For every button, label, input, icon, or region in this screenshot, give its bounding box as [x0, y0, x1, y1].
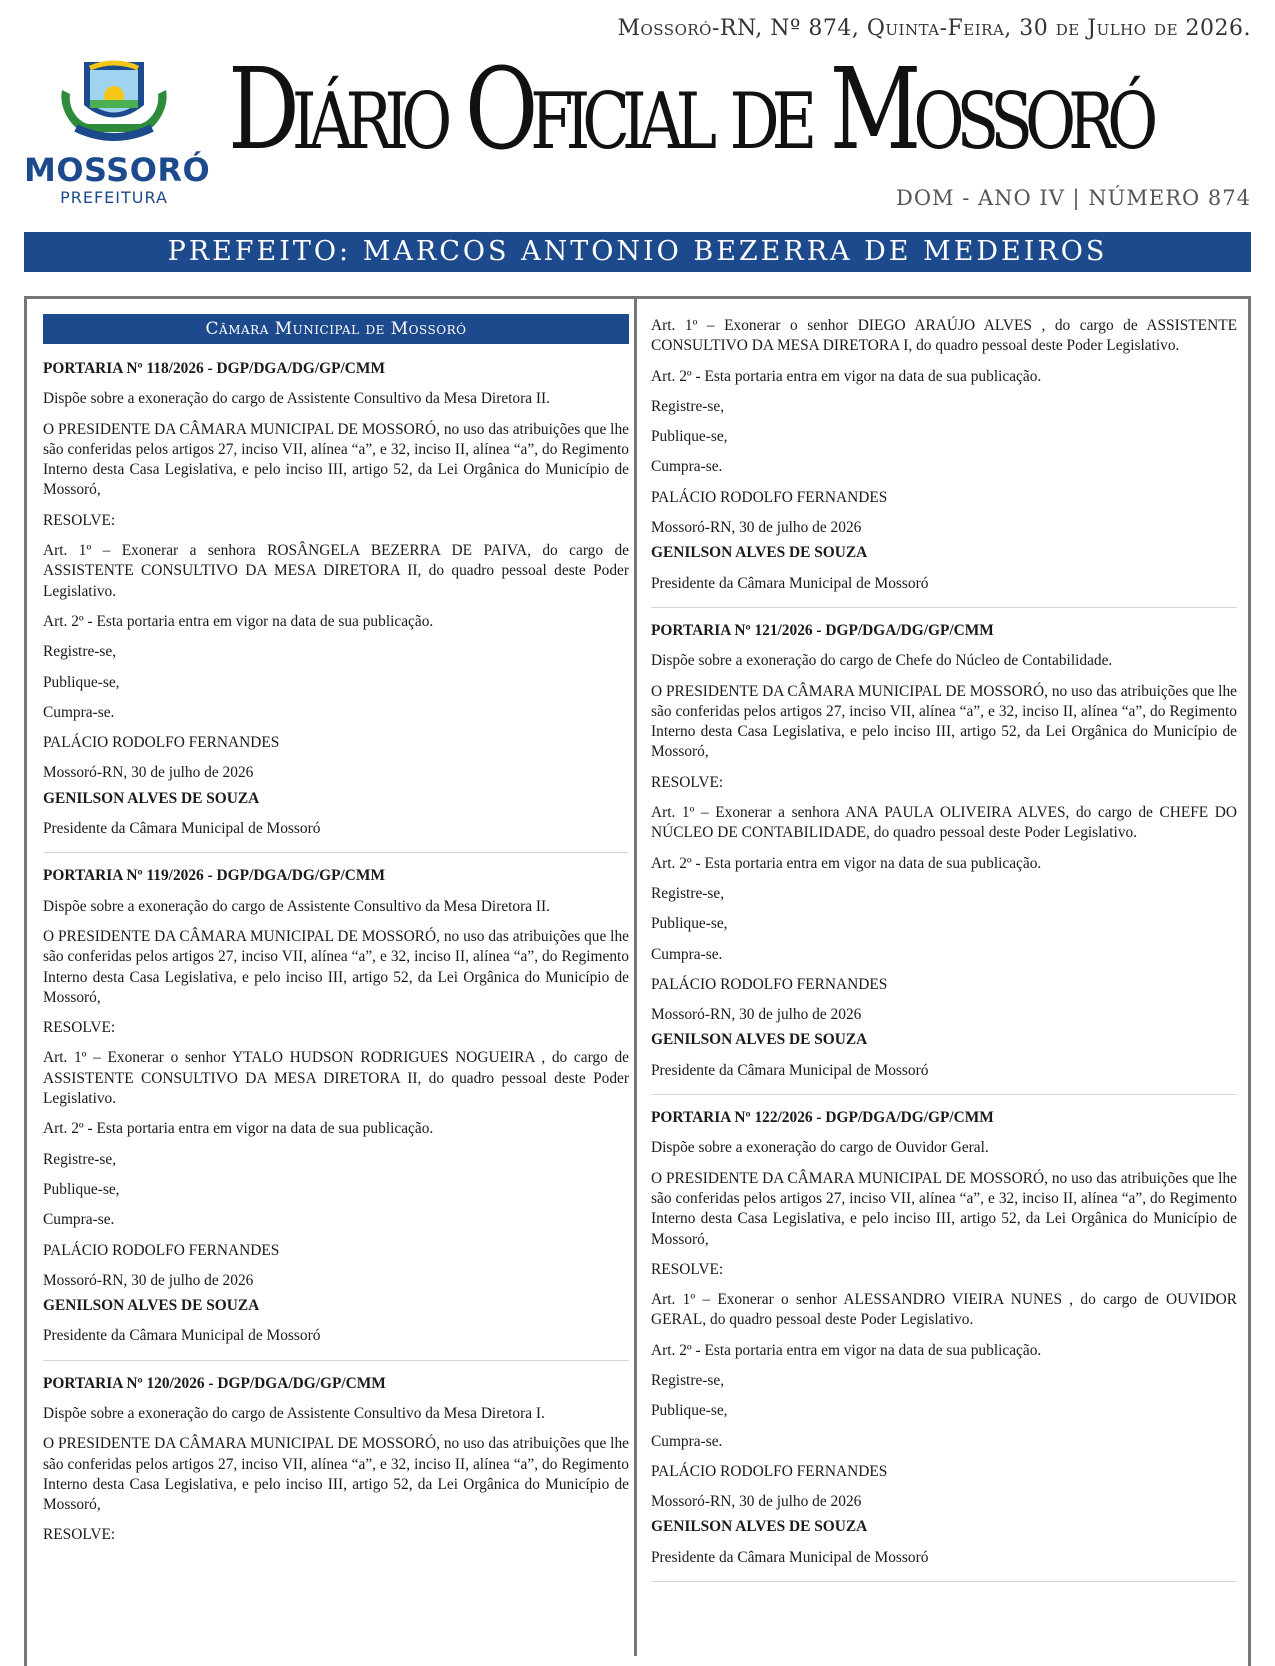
- portaria-art2: Art. 2º - Esta portaria entra em vigor na data de sua publicação.: [651, 854, 1042, 872]
- resolve-label: RESOLVE:: [43, 511, 116, 529]
- cumpra-line: Cumpra-se.: [43, 703, 115, 721]
- signer-role: Presidente da Câmara Municipal de Mossoró: [651, 574, 929, 592]
- portaria-preamble: O PRESIDENTE DA CÂMARA MUNICIPAL DE MOSSORÓ, no uso das atribuições que lhe são conferidas pelos artigos 27, inciso VII, alínea “a”, e 32, inciso II, alínea “a”, do Regimento Interno desta Casa Legislativa, e pelo inciso III, artigo 52, da Lei Orgânica do Município de Mossoró,: [43, 1435, 629, 1514]
- registre-line: Registre-se,: [651, 397, 725, 415]
- cumpra-line: Cumpra-se.: [651, 1432, 723, 1450]
- portaria-summary: Dispõe sobre a exoneração do cargo de Assistente Consultivo da Mesa Diretora II.: [43, 390, 551, 408]
- portaria-art2: Art. 2º - Esta portaria entra em vigor na data de sua publicação.: [651, 367, 1042, 385]
- cumpra-line: Cumpra-se.: [43, 1211, 115, 1229]
- signature-date: Mossoró-RN, 30 de julho de 2026: [651, 1493, 862, 1511]
- signer-name: GENILSON ALVES DE SOUZA: [651, 1518, 868, 1536]
- divider: [651, 607, 1237, 608]
- publique-line: Publique-se,: [43, 673, 120, 691]
- portaria-summary: Dispõe sobre a exoneração do cargo de Ouvidor Geral.: [651, 1139, 989, 1157]
- portaria-preamble: O PRESIDENTE DA CÂMARA MUNICIPAL DE MOSSORÓ, no uso das atribuições que lhe são conferidas pelos artigos 27, inciso VII, alínea “a”, e 32, inciso II, alínea “a”, do Regimento Interno desta Casa Legislativa, e pelo inciso III, artigo 52, da Lei Orgânica do Município de Mossoró,: [43, 927, 629, 1006]
- portaria-preamble: O PRESIDENTE DA CÂMARA MUNICIPAL DE MOSSORÓ, no uso das atribuições que lhe são conferidas pelos artigos 27, inciso VII, alínea “a”, e 32, inciso II, alínea “a”, do Regimento Interno desta Casa Legislativa, e pelo inciso III, artigo 52, da Lei Orgânica do Município de Mossoró,: [43, 420, 629, 499]
- resolve-label: RESOLVE:: [651, 773, 724, 791]
- portaria-art1: Art. 1º – Exonerar o senhor DIEGO ARAÚJO ALVES , do cargo de ASSISTENTE CONSULTIVO DA MESA DIRETORA I, do quadro pessoal deste Poder Legislativo.: [651, 317, 1237, 355]
- portaria-art2: Art. 2º - Esta portaria entra em vigor na data de sua publicação.: [43, 612, 434, 630]
- publique-line: Publique-se,: [651, 1402, 728, 1420]
- portaria-art1: Art. 1º – Exonerar o senhor ALESSANDRO VIEIRA NUNES , do cargo de OUVIDOR GERAL, do quadro pessoal deste Poder Legislativo.: [651, 1291, 1237, 1329]
- signature-date: Mossoró-RN, 30 de julho de 2026: [651, 519, 862, 537]
- registre-line: Registre-se,: [43, 643, 117, 661]
- column-divider: [634, 296, 637, 1656]
- portaria-preamble: O PRESIDENTE DA CÂMARA MUNICIPAL DE MOSSORÓ, no uso das atribuições que lhe são conferidas pelos artigos 27, inciso VII, alínea “a”, e 32, inciso II, alínea “a”, do Regimento Interno desta Casa Legislativa, e pelo inciso III, artigo 52, da Lei Orgânica do Município de Mossoró,: [651, 1169, 1237, 1248]
- portaria-art2: Art. 2º - Esta portaria entra em vigor na data de sua publicação.: [651, 1341, 1042, 1359]
- edition-line: DOM - ANO IV | NÚMERO 874: [895, 186, 1251, 210]
- masthead: [0, 0, 1275, 280]
- publique-line: Publique-se,: [651, 915, 728, 933]
- divider: [43, 852, 629, 853]
- divider: [43, 1360, 629, 1361]
- portaria-120-continued: [651, 316, 1237, 594]
- cumpra-line: Cumpra-se.: [651, 945, 723, 963]
- issue-line: Mossoró-RN, Nº 874, Quinta-Feira, 30 de Julho de 2026.: [617, 16, 1251, 41]
- portaria-summary: Dispõe sobre a exoneração do cargo de Assistente Consultivo da Mesa Diretora I.: [43, 1404, 545, 1422]
- portaria-title: PORTARIA Nº 118/2026 - DGP/DGA/DG/GP/CMM: [43, 360, 385, 377]
- right-column: [651, 316, 1237, 1595]
- signer-role: Presidente da Câmara Municipal de Mossoró: [43, 1327, 321, 1345]
- signature-date: Mossoró-RN, 30 de julho de 2026: [43, 1271, 254, 1289]
- portaria-title: PORTARIA Nº 121/2026 - DGP/DGA/DG/GP/CMM: [651, 621, 994, 639]
- portaria-121: [651, 621, 1237, 1081]
- signer-name: GENILSON ALVES DE SOUZA: [651, 1031, 868, 1049]
- palacio-line: PALÁCIO RODOLFO FERNANDES: [651, 975, 888, 993]
- signer-name: GENILSON ALVES DE SOUZA: [651, 544, 868, 562]
- signer-name: GENILSON ALVES DE SOUZA: [43, 1297, 260, 1315]
- portaria-title: PORTARIA Nº 119/2026 - DGP/DGA/DG/GP/CMM: [43, 867, 385, 885]
- portaria-122: [651, 1108, 1237, 1568]
- palacio-line: PALÁCIO RODOLFO FERNANDES: [651, 488, 888, 506]
- newspaper-title: Diário Oficial de Mossoró: [228, 45, 1151, 175]
- resolve-label: RESOLVE:: [43, 1526, 116, 1544]
- portaria-art1: Art. 1º – Exonerar a senhora ANA PAULA OLIVEIRA ALVES, do cargo de CHEFE DO NÚCLEO DE CONTABILIDADE, do quadro pessoal deste Poder Legislativo.: [651, 804, 1237, 842]
- prefeitura-logo: [24, 50, 211, 210]
- section-banner: Câmara Municipal de Mossoró: [43, 314, 629, 344]
- coat-of-arms-icon: [54, 50, 174, 145]
- portaria-preamble: O PRESIDENTE DA CÂMARA MUNICIPAL DE MOSSORÓ, no uso das atribuições que lhe são conferidas pelos artigos 27, inciso VII, alínea “a”, e 32, inciso II, alínea “a”, do Regimento Interno desta Casa Legislativa, e pelo inciso III, artigo 52, da Lei Orgânica do Município de Mossoró,: [651, 682, 1237, 761]
- portaria-title: PORTARIA Nº 120/2026 - DGP/DGA/DG/GP/CMM: [43, 1374, 386, 1392]
- registre-line: Registre-se,: [43, 1150, 117, 1168]
- cumpra-line: Cumpra-se.: [651, 458, 723, 476]
- logo-subtitle: PREFEITURA: [60, 188, 168, 207]
- signature-date: Mossoró-RN, 30 de julho de 2026: [651, 1006, 862, 1024]
- mayor-banner: PREFEITO: MARCOS ANTONIO BEZERRA DE MEDEIROS: [24, 232, 1251, 272]
- portaria-art2: Art. 2º - Esta portaria entra em vigor na data de sua publicação.: [43, 1120, 434, 1138]
- left-column: [43, 314, 629, 1556]
- palacio-line: PALÁCIO RODOLFO FERNANDES: [651, 1462, 888, 1480]
- palacio-line: PALÁCIO RODOLFO FERNANDES: [43, 734, 280, 752]
- portaria-title: PORTARIA Nº 122/2026 - DGP/DGA/DG/GP/CMM: [651, 1109, 994, 1127]
- portaria-118: [43, 359, 629, 839]
- portaria-art1: Art. 1º – Exonerar o senhor YTALO HUDSON RODRIGUES NOGUEIRA , do cargo de ASSISTENTE CONSULTIVO DA MESA DIRETORA II, do quadro pessoal deste Poder Legislativo.: [43, 1049, 629, 1108]
- resolve-label: RESOLVE:: [651, 1260, 724, 1278]
- divider: [651, 1581, 1237, 1582]
- registre-line: Registre-se,: [651, 884, 725, 902]
- registre-line: Registre-se,: [651, 1371, 725, 1389]
- signer-role: Presidente da Câmara Municipal de Mossoró: [651, 1061, 929, 1079]
- portaria-120-start: [43, 1374, 629, 1546]
- publique-line: Publique-se,: [651, 428, 728, 446]
- palacio-line: PALÁCIO RODOLFO FERNANDES: [43, 1241, 280, 1259]
- portaria-art1: Art. 1º – Exonerar a senhora ROSÂNGELA BEZERRA DE PAIVA, do cargo de ASSISTENTE CONSULTIVO DA MESA DIRETORA II, do quadro pessoal deste Poder Legislativo.: [43, 542, 629, 600]
- signer-role: Presidente da Câmara Municipal de Mossoró: [43, 820, 321, 838]
- portaria-119: [43, 866, 629, 1346]
- portaria-summary: Dispõe sobre a exoneração do cargo de Assistente Consultivo da Mesa Diretora II.: [43, 897, 551, 915]
- resolve-label: RESOLVE:: [43, 1019, 116, 1037]
- publique-line: Publique-se,: [43, 1180, 120, 1198]
- signer-name: GENILSON ALVES DE SOUZA: [43, 789, 260, 807]
- signer-role: Presidente da Câmara Municipal de Mossoró: [651, 1548, 929, 1566]
- divider: [651, 1094, 1237, 1095]
- signature-date: Mossoró-RN, 30 de julho de 2026: [43, 764, 254, 782]
- logo-name: MOSSORÓ: [24, 151, 211, 189]
- portaria-summary: Dispõe sobre a exoneração do cargo de Chefe do Núcleo de Contabilidade.: [651, 652, 1113, 670]
